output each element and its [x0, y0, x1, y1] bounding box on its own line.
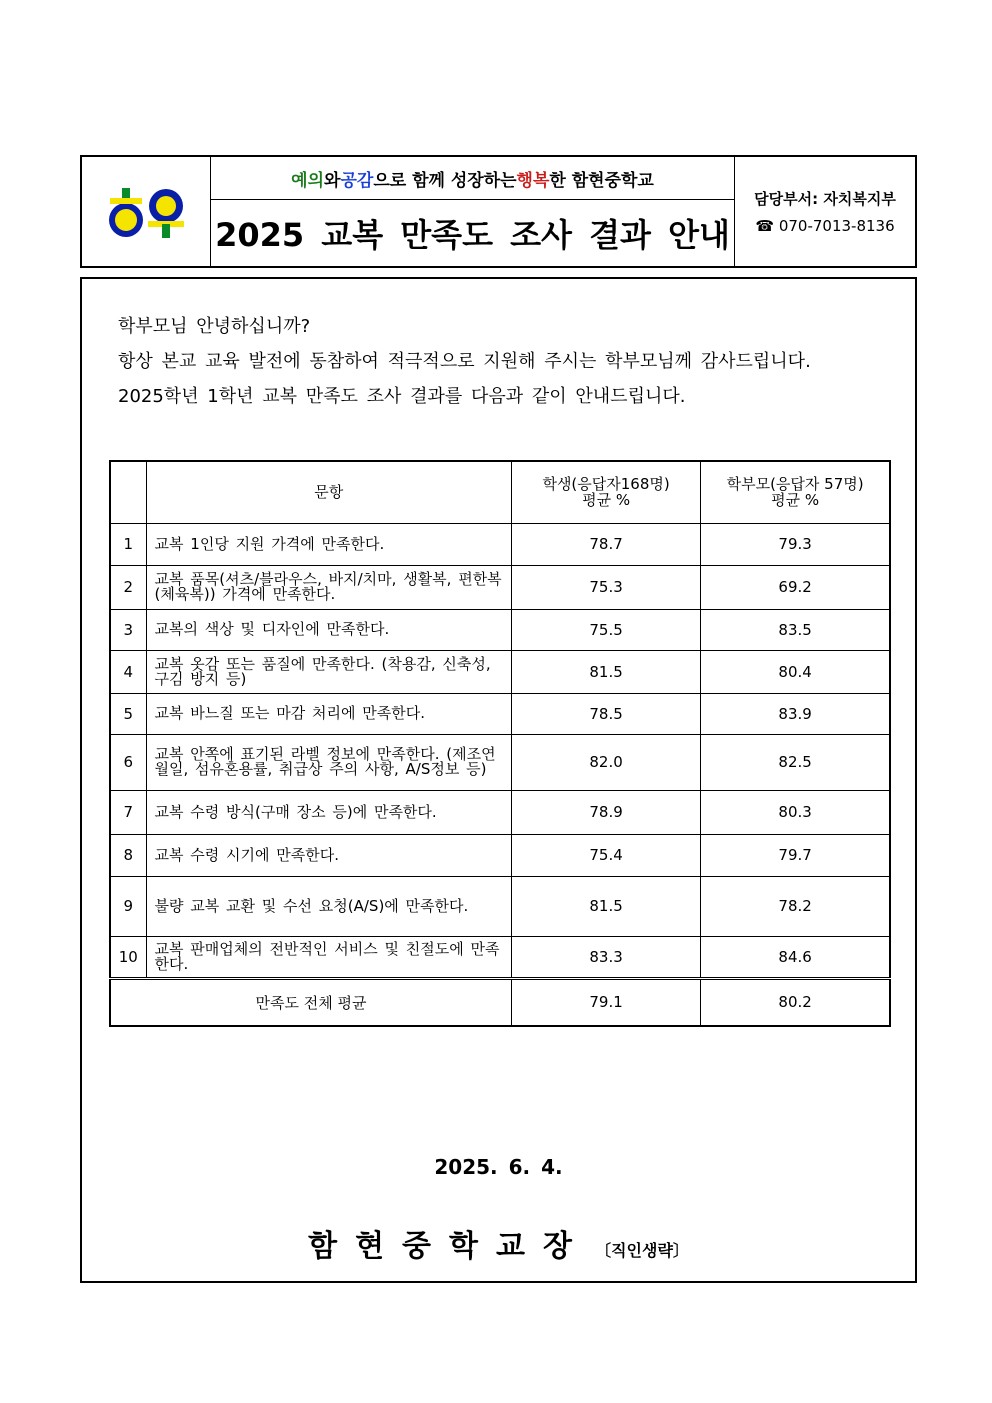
row-parent-value: 69.2 — [701, 565, 890, 609]
row-student-value: 75.4 — [511, 834, 700, 876]
row-number: 8 — [110, 834, 146, 876]
total-label: 만족도 전체 평균 — [110, 978, 511, 1026]
row-student-value: 75.5 — [511, 609, 700, 650]
row-number: 6 — [110, 734, 146, 790]
row-number: 1 — [110, 523, 146, 565]
contact-cell — [735, 157, 915, 266]
header-question: 문항 — [146, 461, 511, 523]
school-logo-icon — [104, 184, 188, 240]
document-title: 2025 교복 만족도 조사 결과 안내 — [215, 216, 730, 254]
slogan-text-3: 한 함현중학교 — [549, 170, 654, 191]
row-parent-value: 79.7 — [701, 834, 890, 876]
row-parent-value: 80.4 — [701, 650, 890, 693]
row-number: 10 — [110, 936, 146, 978]
row-question: 교복 판매업체의 전반적인 서비스 및 친절도에 만족한다. — [146, 936, 511, 978]
total-student-value: 79.1 — [511, 978, 700, 1026]
row-number: 9 — [110, 876, 146, 936]
row-question: 교복 수령 시기에 만족한다. — [146, 834, 511, 876]
table-row — [110, 734, 890, 790]
table-row — [110, 523, 890, 565]
intro-line-2: 항상 본교 교육 발전에 동참하여 적극적으로 지원해 주시는 학부모님께 감사드립니다. — [118, 351, 811, 372]
row-number: 3 — [110, 609, 146, 650]
table-row — [110, 876, 890, 936]
school-slogan — [211, 157, 734, 200]
table-row — [110, 609, 890, 650]
row-student-value: 81.5 — [511, 876, 700, 936]
header-student-sub: 평균 % — [582, 491, 631, 510]
slogan-courtesy: 예의 — [291, 170, 325, 191]
document-date: 2025. 6. 4. — [434, 1155, 563, 1179]
row-student-value: 82.0 — [511, 734, 700, 790]
row-question: 교복 품목(셔츠/블라우스, 바지/치마, 생활복, 편한복(체육복)) 가격에 만족한다. — [146, 565, 511, 609]
department-label: 담당부서: 자치복지부 — [754, 190, 896, 208]
row-student-value: 78.9 — [511, 790, 700, 834]
slogan-text-1: 와 — [324, 170, 341, 191]
document-header — [80, 155, 917, 268]
title-cell — [211, 157, 735, 266]
row-parent-value: 83.5 — [701, 609, 890, 650]
table-row — [110, 650, 890, 693]
row-number: 4 — [110, 650, 146, 693]
signature-block — [82, 1221, 915, 1265]
principal-name: 함현중학교장 — [308, 1229, 590, 1264]
row-parent-value: 79.3 — [701, 523, 890, 565]
intro-line-1: 학부모님 안녕하십니까? — [118, 316, 311, 337]
header-parent-label: 학부모(응답자 57명) — [726, 475, 864, 494]
row-question: 교복 1인당 지원 가격에 만족한다. — [146, 523, 511, 565]
row-number: 5 — [110, 693, 146, 734]
row-parent-value: 80.3 — [701, 790, 890, 834]
row-number: 2 — [110, 565, 146, 609]
slogan-happiness: 행복 — [516, 170, 550, 191]
row-question: 불량 교복 교환 및 수선 요청(A/S)에 만족한다. — [146, 876, 511, 936]
header-student-label: 학생(응답자168명) — [542, 475, 670, 494]
survey-results-table — [109, 460, 891, 1027]
row-student-value: 75.3 — [511, 565, 700, 609]
row-student-value: 78.7 — [511, 523, 700, 565]
phone-line — [755, 217, 894, 235]
row-student-value: 83.3 — [511, 936, 700, 978]
row-student-value: 78.5 — [511, 693, 700, 734]
row-parent-value: 78.2 — [701, 876, 890, 936]
row-parent-value: 83.9 — [701, 693, 890, 734]
phone-number: 070-7013-8136 — [778, 217, 895, 235]
table-row — [110, 790, 890, 834]
header-parent-sub: 평균 % — [771, 491, 820, 510]
slogan-empathy: 공감 — [340, 170, 374, 191]
document-body — [80, 277, 917, 1283]
row-question: 교복 수령 방식(구매 장소 등)에 만족한다. — [146, 790, 511, 834]
slogan-text-2: 으로 함께 성장하는 — [373, 170, 517, 191]
intro-line-3: 2025학년 1학년 교복 만족도 조사 결과를 다음과 같이 안내드립니다. — [118, 386, 686, 407]
row-question: 교복의 색상 및 디자인에 만족한다. — [146, 609, 511, 650]
row-number: 7 — [110, 790, 146, 834]
seal-omitted-note: 〔직인생략〕 — [595, 1241, 689, 1260]
table-row — [110, 565, 890, 609]
row-question: 교복 옷감 또는 품질에 만족한다. (착용감, 신축성, 구김 방지 등) — [146, 650, 511, 693]
table-total-row — [110, 978, 890, 1026]
row-question: 교복 안쪽에 표기된 라벨 정보에 만족한다. (제조연월일, 섬유혼용률, 취급상 주의 사항, A/S정보 등) — [146, 734, 511, 790]
table-row — [110, 936, 890, 978]
row-parent-value: 84.6 — [701, 936, 890, 978]
school-logo-cell — [82, 157, 211, 266]
table-row — [110, 693, 890, 734]
row-question: 교복 바느질 또는 마감 처리에 만족한다. — [146, 693, 511, 734]
table-row — [110, 834, 890, 876]
header-parent — [701, 461, 890, 523]
row-student-value: 81.5 — [511, 650, 700, 693]
total-parent-value: 80.2 — [701, 978, 890, 1026]
header-number — [110, 461, 146, 523]
phone-icon: ☎ — [755, 217, 775, 235]
row-parent-value: 82.5 — [701, 734, 890, 790]
table-header-row — [110, 461, 890, 523]
header-student — [511, 461, 700, 523]
intro-text — [118, 309, 811, 414]
